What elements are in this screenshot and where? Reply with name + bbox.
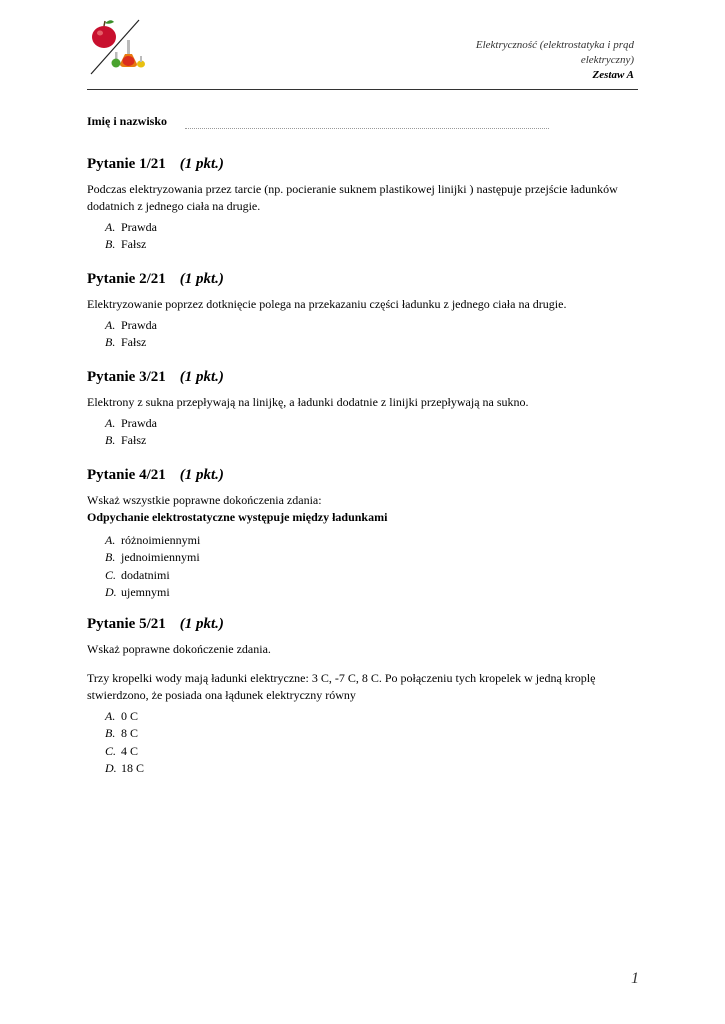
options-list xyxy=(87,317,647,352)
option-letter: B. xyxy=(105,550,116,565)
apple-flasks-logo xyxy=(87,16,149,78)
option-letter: B. xyxy=(105,433,116,448)
question-title xyxy=(87,368,647,386)
option-b[interactable] xyxy=(105,725,647,742)
header-line1: Elektryczność (elektrostatyka i prąd xyxy=(475,39,634,51)
question-title xyxy=(87,615,647,633)
name-label: Imię i nazwisko xyxy=(87,114,168,128)
option-letter: C. xyxy=(105,743,117,758)
option-letter: D. xyxy=(105,760,117,775)
question-points: (1 pkt.) xyxy=(179,156,224,172)
question-text: Wskaż poprawne dokończenie zdania. xyxy=(87,642,271,656)
option-b[interactable] xyxy=(105,432,647,449)
option-letter: B. xyxy=(105,335,116,350)
question-number: Pytanie 2/21 xyxy=(87,271,166,287)
option-text: Prawda xyxy=(121,220,157,234)
option-text: 0 C xyxy=(121,709,139,723)
name-row xyxy=(87,114,557,132)
header-set: Zestaw A xyxy=(592,69,634,81)
question-points: (1 pkt.) xyxy=(179,369,224,385)
question-1 xyxy=(87,155,647,254)
question-text: Elektrony z sukna przepływają na linijkę, a ładunki dodatnie z linijki przepływają na sukno. xyxy=(87,395,529,409)
options-list xyxy=(87,415,647,450)
option-d[interactable] xyxy=(105,584,647,601)
page-number: 1 xyxy=(631,970,639,987)
question-points: (1 pkt.) xyxy=(179,616,224,632)
question-3 xyxy=(87,368,647,450)
option-text: Fałsz xyxy=(121,433,147,448)
option-text: różnoimiennymi xyxy=(121,533,201,547)
question-number: Pytanie 4/21 xyxy=(87,467,166,483)
option-letter: B. xyxy=(105,237,116,252)
option-text: 4 C xyxy=(121,743,139,758)
question-number: Pytanie 3/21 xyxy=(87,369,166,385)
option-b[interactable] xyxy=(105,334,647,351)
question-statement: Odpychanie elektrostatyczne występuje między ładunkami xyxy=(87,510,388,524)
option-c[interactable] xyxy=(105,567,647,584)
question-text: Elektryzowanie poprzez dotknięcie polega na przekazaniu części ładunku z jednego ciała na drugie. xyxy=(87,297,567,311)
option-a[interactable] xyxy=(105,415,647,432)
page-header xyxy=(87,16,638,90)
option-text: 18 C xyxy=(121,760,145,775)
option-a[interactable] xyxy=(105,219,647,236)
option-text: Fałsz xyxy=(121,237,147,252)
option-a[interactable] xyxy=(105,317,647,334)
question-text: Wskaż wszystkie poprawne dokończenia zdania: xyxy=(87,493,322,507)
question-number: Pytanie 1/21 xyxy=(87,156,166,172)
question-points: (1 pkt.) xyxy=(179,467,224,483)
option-letter: A. xyxy=(105,709,116,723)
option-letter: B. xyxy=(105,726,116,741)
question-2 xyxy=(87,270,647,352)
option-text: jednoimiennymi xyxy=(121,550,200,565)
name-input-line[interactable] xyxy=(185,128,549,129)
option-letter: A. xyxy=(105,533,116,547)
option-text: Prawda xyxy=(121,416,157,430)
options-list xyxy=(87,708,647,777)
option-letter: D. xyxy=(105,584,117,599)
option-text: ujemnymi xyxy=(121,584,170,599)
option-text: Fałsz xyxy=(121,335,147,350)
question-title xyxy=(87,155,647,173)
question-text: Podczas elektryzowania przez tarcie (np. pocieranie suknem plastikowej linijki ) następuje przejście ładunków dodatnich z jednego ciała na drugie. xyxy=(87,182,618,213)
question-4 xyxy=(87,466,647,601)
option-letter: C. xyxy=(105,567,117,582)
option-d[interactable] xyxy=(105,760,647,777)
options-list xyxy=(87,532,647,601)
question-title xyxy=(87,466,647,484)
option-a[interactable] xyxy=(105,532,647,549)
option-text: Prawda xyxy=(121,318,157,332)
header-title xyxy=(374,38,634,83)
option-c[interactable] xyxy=(105,743,647,760)
option-letter: A. xyxy=(105,318,116,332)
option-b[interactable] xyxy=(105,236,647,253)
option-letter: A. xyxy=(105,220,116,234)
question-number: Pytanie 5/21 xyxy=(87,616,166,632)
option-a[interactable] xyxy=(105,708,647,725)
option-text: 8 C xyxy=(121,726,139,741)
options-list xyxy=(87,219,647,254)
option-b[interactable] xyxy=(105,549,647,566)
question-5 xyxy=(87,615,647,777)
header-line2: elektryczny) xyxy=(580,54,634,66)
question-title xyxy=(87,270,647,288)
header-divider xyxy=(87,89,638,90)
option-text: dodatnimi xyxy=(121,567,170,582)
question-body: Trzy kropelki wody mają ładunki elektryczne: 3 C, -7 C, 8 C. Po połączeniu tych kropelek w jedną kroplę stwierdzono, że posiada ona łądunek elektryczny równy xyxy=(87,671,596,702)
question-points: (1 pkt.) xyxy=(179,271,224,287)
option-letter: A. xyxy=(105,416,116,430)
